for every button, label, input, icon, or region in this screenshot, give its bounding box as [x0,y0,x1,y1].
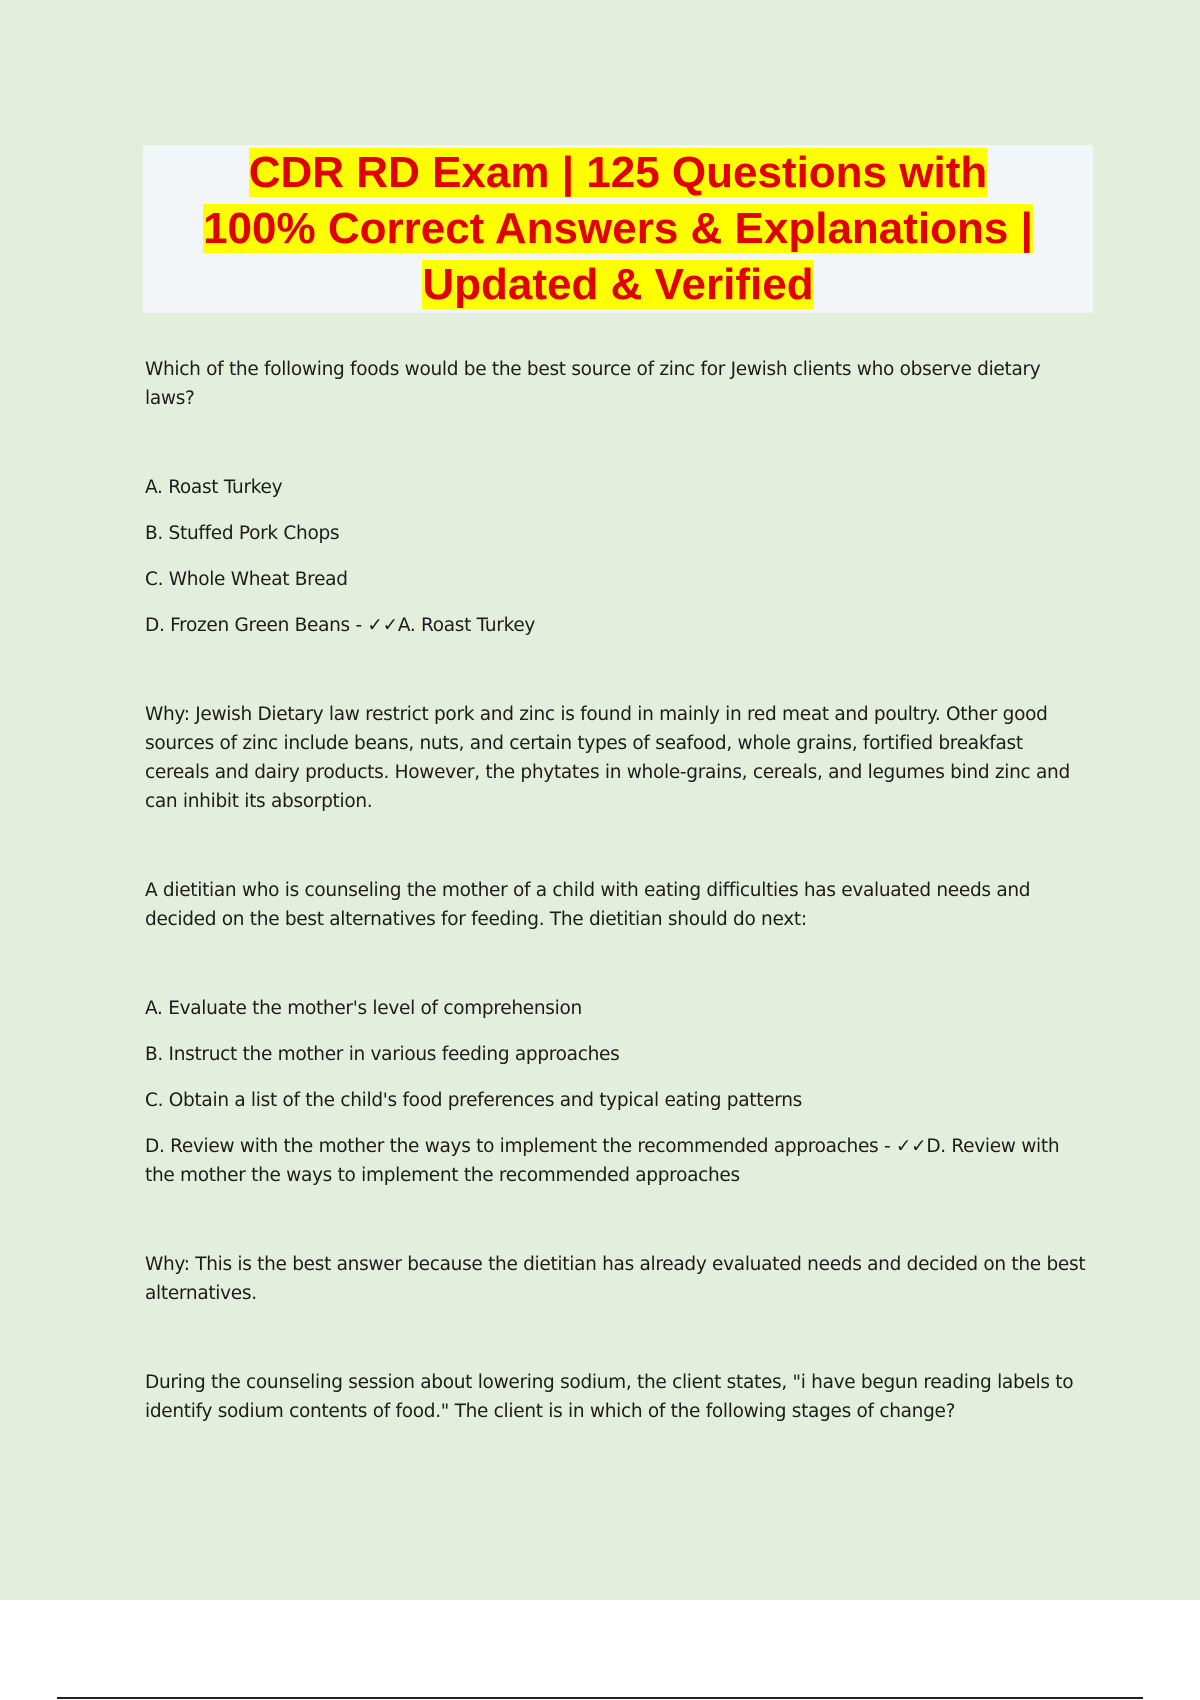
title-line-3: Updated & Verified [422,260,814,309]
page-footer-rule [57,1697,1143,1699]
question-2-option-c: C. Obtain a list of the child's food preferences and typical eating patterns [145,1090,803,1111]
document-title [203,145,1033,313]
question-1-text: Which of the following foods would be the best source of zinc for Jewish clients who observe dietary laws? [145,359,1041,409]
question-3-text: During the counseling session about lowering sodium, the client states, "i have begun reading labels to identify sodium contents of food." The client is in which of the following stages of change? [145,1372,1074,1422]
question-2-option-b: B. Instruct the mother in various feeding approaches [145,1044,620,1065]
title-line-1: CDR RD Exam | 125 Questions with [248,148,988,197]
question-1-option-a: A. Roast Turkey [145,477,283,498]
document-body [145,355,1090,1426]
title-banner [143,145,1093,313]
question-1-option-d-answer: D. Frozen Green Beans - ✓✓A. Roast Turkey [145,615,536,636]
question-2-text: A dietitian who is counseling the mother of a child with eating difficulties has evaluated needs and decided on the best alternatives for feeding. The dietitian should do next: [145,880,1031,930]
question-2-explanation: Why: This is the best answer because the dietitian has already evaluated needs and decided on the best alternatives. [145,1254,1086,1304]
question-2-option-a: A. Evaluate the mother's level of comprehension [145,998,582,1019]
question-1-option-c: C. Whole Wheat Bread [145,569,348,590]
title-line-2: 100% Correct Answers & Explanations | [203,204,1033,253]
question-1-option-b: B. Stuffed Pork Chops [145,523,340,544]
question-1-explanation: Why: Jewish Dietary law restrict pork and zinc is found in mainly in red meat and poultry. Other good sources of zinc include beans, nuts, and certain types of seafood, whole grains, fortified breakfast cereals and dairy products. However, the phytates in whole-grains, cereals, and legumes bind zinc and can inhibit its absorption. [145,704,1070,812]
question-2-option-d-answer: D. Review with the mother the ways to implement the recommended approaches - ✓✓D. Review with the mother the ways to implement the recommended approaches [145,1136,1060,1186]
